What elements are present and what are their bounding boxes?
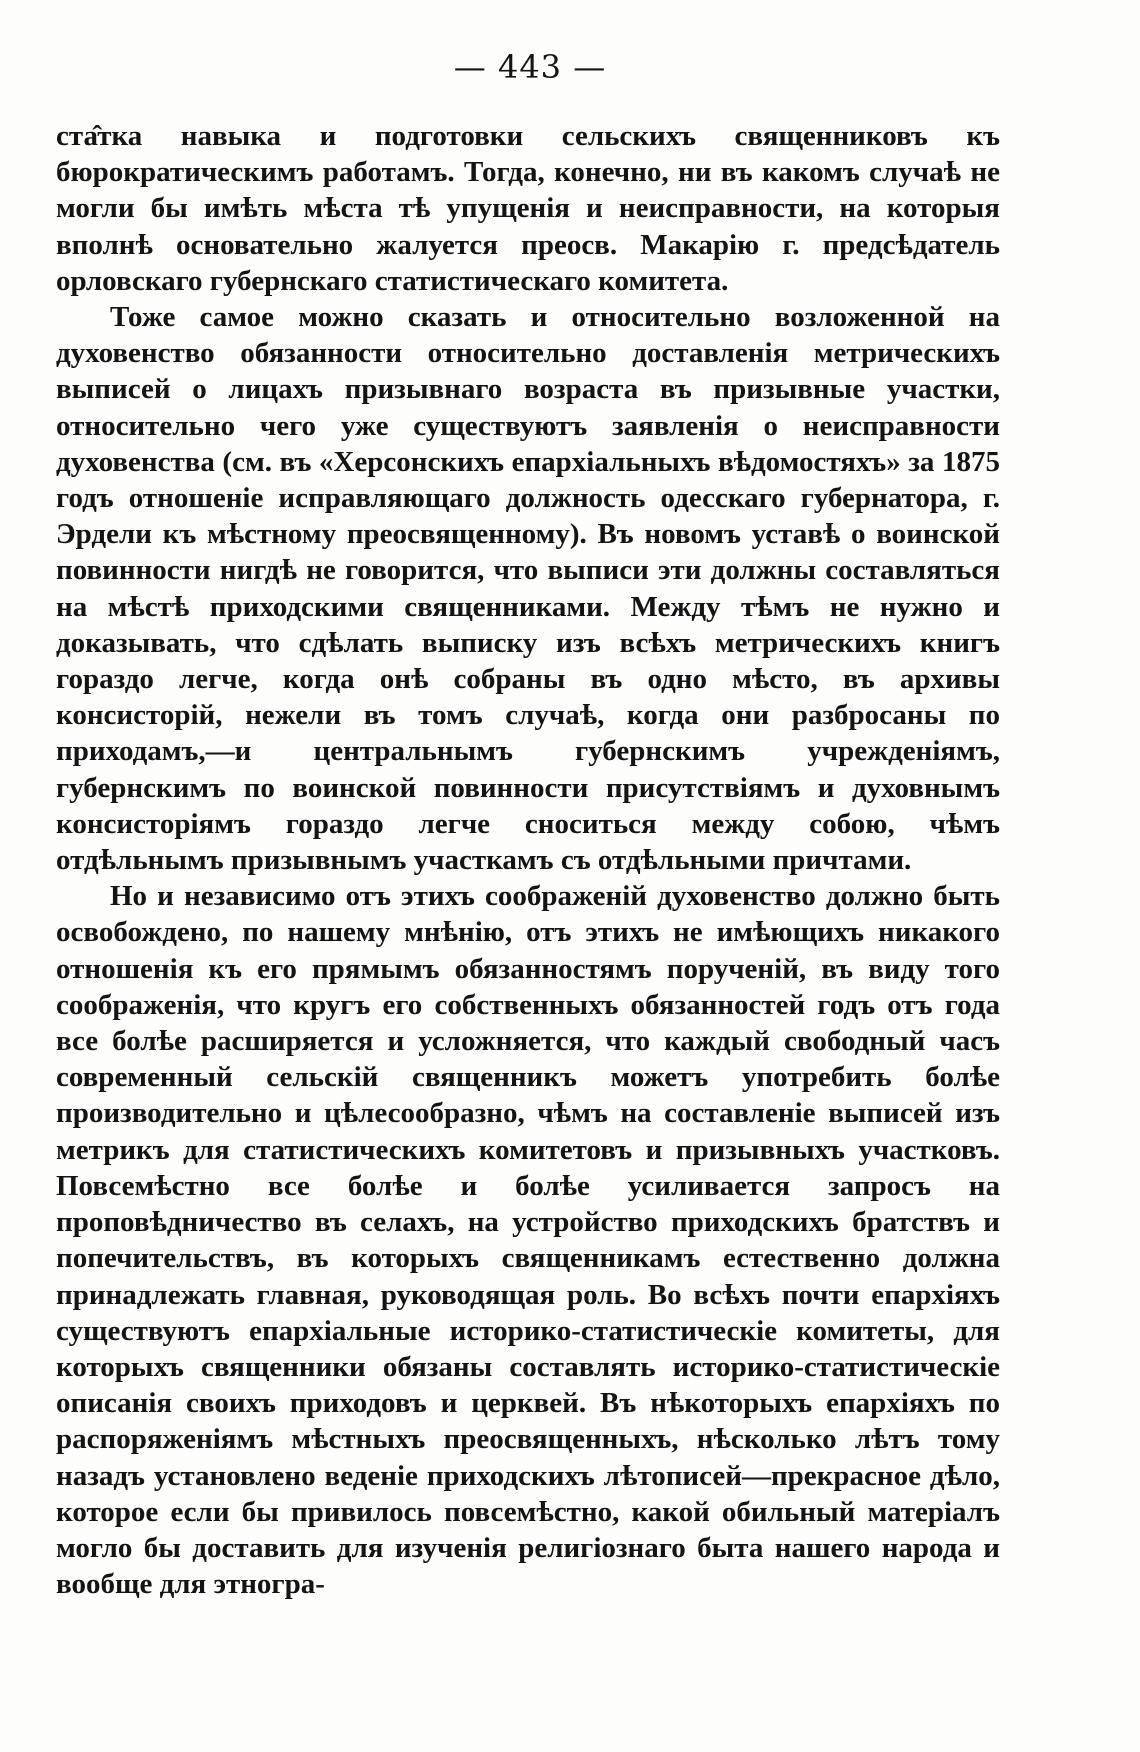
page-number: — 443 —	[453, 48, 607, 86]
paragraph-1: ста̂тка навыка и подготовки сельскихъ священниковъ къ бюрократическимъ работамъ. Тогда, конечно, ни въ какомъ случаѣ не могли бы имѣть мѣста тѣ упущенія и неисправности, на которыя вполнѣ основательно жалуется преосв. Макарію г. предсѣдатель орловскаго губернскаго статистическаго комитета.	[56, 120, 1000, 297]
paragraph-3: Но и независимо отъ этихъ соображеній духовенство должно быть освобождено, по нашему мнѣнію, отъ этихъ не имѣющихъ никакого отношенія къ его прямымъ обязанностямъ порученій, въ виду того соображенія, что кругъ его собственныхъ обязанностей годъ отъ года все болѣе расширяется и усложняется, что каждый свободный часъ современный сельскій священникъ можетъ употребить болѣе производительно и цѣлесообразно, чѣмъ на составленіе выписей изъ метрикъ для статистическихъ комитетовъ и призывныхъ участковъ. Повсемѣстно все болѣе и болѣе усиливается запросъ на проповѣдничество въ селахъ, на устройство приходскихъ братствъ и попечительствъ, въ которыхъ священникамъ естественно должна принадлежать главная, руководящая роль. Во всѣхъ почти епархіяхъ существуютъ епархіальные историко-статистическіе комитеты, для которыхъ священники обязаны составлять историко-статистическіе описанія своихъ приходовъ и церквей. Въ нѣкоторыхъ епархіяхъ по распоряженіямъ мѣстныхъ преосвященныхъ, нѣсколько лѣтъ тому назадъ установлено веденіе приходскихъ лѣтописей—прекрасное дѣло, которое если бы привилось повсемѣстно, какой обильный матеріалъ могло бы доставить для изученія религіознаго быта нашего народа и вообще для этногра-	[56, 880, 1000, 1601]
paragraph-2: Тоже самое можно сказать и относительно возложенной на духовенство обязанности относительно доставленія метрическихъ выписей о лицахъ призывнаго возраста въ призывные участки, относительно чего уже существуютъ заявленія о неисправности духовенства (см. въ «Херсонскихъ епархіальныхъ вѣдомостяхъ» за 1875 годъ отношеніе исправляющаго должность одесскаго губернатора, г. Эрдели къ мѣстному преосвященному). Въ новомъ уставѣ о воинской повинности нигдѣ не говорится, что выписи эти должны составляться на мѣстѣ приходскими священниками. Между тѣмъ не нужно и доказывать, что сдѣлать выписку изъ всѣхъ метрическихъ книгъ гораздо легче, когда онѣ собраны въ одно мѣсто, въ архивы консисторій, нежели въ томъ случаѣ, когда они разбросаны по приходамъ,—и центральнымъ губернскимъ учрежденіямъ, губернскимъ по воинской повинности присутствіямъ и духовнымъ консисторіямъ гораздо легче сноситься между собою, чѣмъ отдѣльнымъ призывнымъ участкамъ съ отдѣльными причтами.	[56, 301, 1000, 877]
body-text	[56, 118, 1000, 1602]
